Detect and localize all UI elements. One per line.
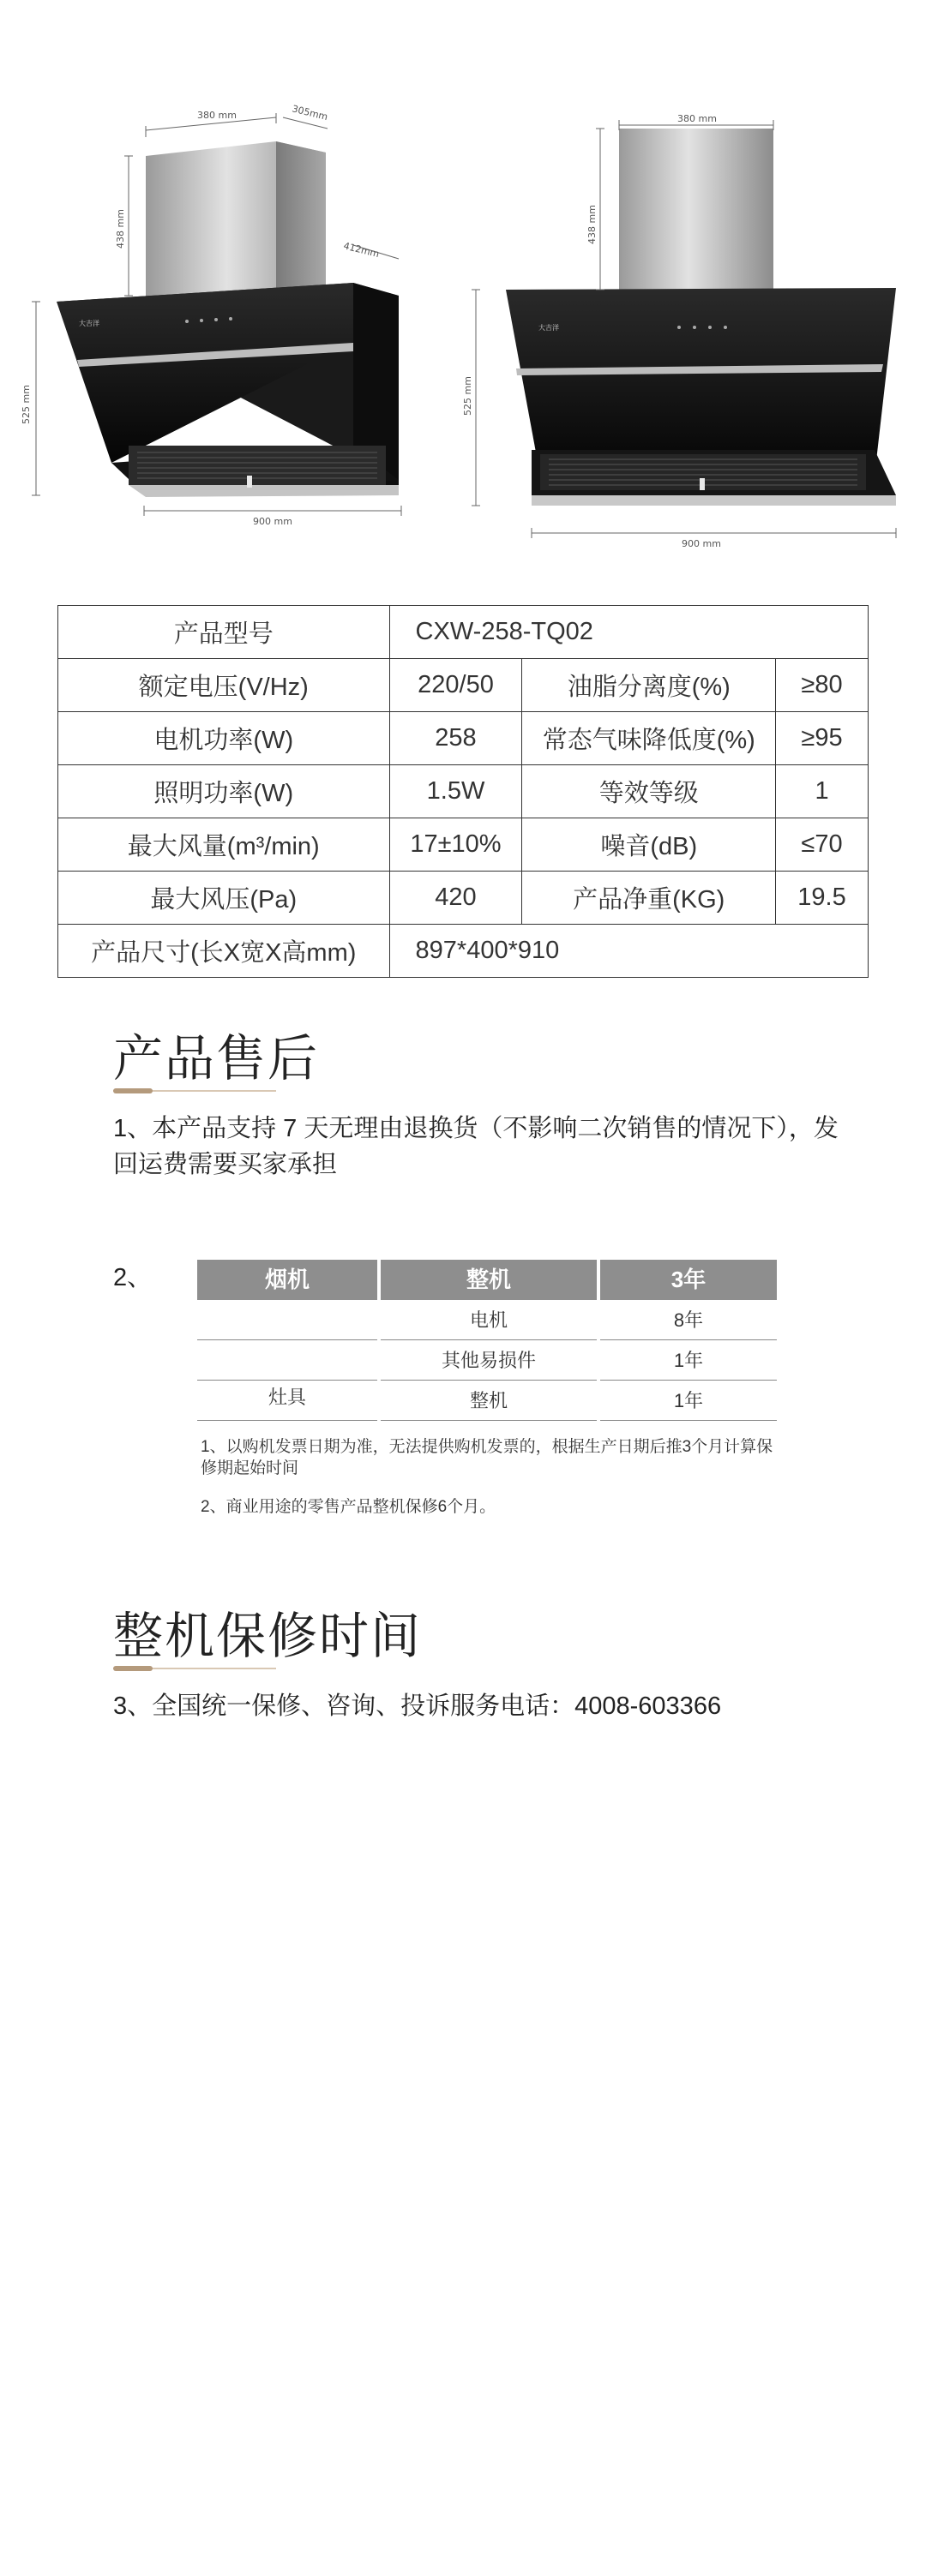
spec-label: 照明功率(W) [58,765,390,818]
spec-row [58,872,869,925]
spec-value: ≤70 [776,818,869,872]
spec-value: 1.5W [389,765,522,818]
left-dim-depth-body: 412mm [342,240,381,261]
right-dim-body-height: 525 mm [462,376,473,416]
warranty-cell: 8年 [673,1309,704,1331]
warranty-table-row [197,1381,777,1421]
spec-value: 19.5 [776,872,869,925]
spec-value: 258 [389,712,522,765]
warranty-header-cell: 整机 [381,1260,597,1300]
spec-row [58,818,869,872]
left-grille [129,446,386,485]
left-dim-chimney-height: 438 mm [115,209,126,249]
spec-row-model [58,606,869,659]
after-sales-title: 产品售后 [113,1031,320,1087]
warranty-cell: 电机 [469,1309,508,1331]
spec-row-size [58,925,869,978]
right-glass-panel [506,288,896,476]
spec-label: 常态气味降低度(%) [522,712,776,765]
warranty-note-1: 1、以购机发票日期为准，无法提供购机发票的，根据生产日期后推3个月计算保修期起始时间 [201,1438,773,1477]
spec-value: 17±10% [389,818,522,872]
spec-table [57,605,869,978]
dimension-drawing [0,0,926,557]
spec-label: 电机功率(W) [58,712,390,765]
product-diagrams [0,0,926,557]
spec-label: 额定电压(V/Hz) [58,659,390,712]
left-dim-width-top: 380 mm [197,110,237,121]
right-hood-diagram [506,129,896,506]
spec-label: 等效等级 [522,765,776,818]
spec-label: 最大风量(m³/min) [58,818,390,872]
warranty-table-row [197,1300,777,1340]
spec-value: 420 [389,872,522,925]
spec-row [58,712,869,765]
warranty-item-3: 3、全国统一保修、咨询、投诉服务电话：4008-603366 [113,1692,722,1720]
title-underline-accent [113,1666,153,1671]
spec-label: 噪音(dB) [522,818,776,872]
left-dim-width-bottom: 900 mm [253,516,292,527]
warranty-cell [197,1340,377,1381]
after-sales-item-1: 1、本产品支持 7 天无理由退换货（不影响二次销售的情况下），发回运费需要买家承担 [113,1115,839,1178]
right-chimney [619,129,773,291]
warranty-cell: 1年 [673,1390,704,1411]
left-dim-depth-top: 305mm [291,103,329,123]
spec-label: 产品尺寸(长X宽X高mm) [58,925,390,978]
warranty-cell: 其他易损件 [441,1350,536,1371]
warranty-table-header [197,1260,777,1300]
right-dim-width-top: 380 mm [677,113,717,124]
warranty-table [197,1260,777,1421]
warranty-note-2: 2、商业用途的零售产品整机保修6个月。 [201,1498,496,1516]
spec-value: ≥80 [776,659,869,712]
after-sales-item-2-number: 2、 [113,1264,153,1291]
right-dim-chimney-height: 438 mm [586,205,598,244]
warranty-table-row [197,1340,777,1381]
spec-row [58,765,869,818]
spec-label: 最大风压(Pa) [58,872,390,925]
left-dim-body-height: 525 mm [21,385,32,424]
spec-value: 1 [776,765,869,818]
warranty-title: 整机保修时间 [113,1609,423,1664]
right-dim-width-bottom: 900 mm [682,538,721,549]
spec-value: 220/50 [389,659,522,712]
spec-value: ≥95 [776,712,869,765]
warranty-cell: 1年 [673,1350,704,1371]
spec-label: 产品型号 [58,606,390,659]
spec-size-value: 897*400*910 [389,925,868,978]
warranty-cell [197,1300,377,1340]
left-brand-logo: 大吉洋 [79,320,99,327]
left-hood-diagram [57,141,399,497]
spec-label: 油脂分离度(%) [522,659,776,712]
title-underline-accent [113,1088,153,1093]
warranty-header-cell: 烟机 [197,1260,377,1300]
spec-label: 产品净重(KG) [522,872,776,925]
warranty-header-cell: 3年 [600,1260,777,1300]
spec-model-value: CXW-258-TQ02 [389,606,868,659]
warranty-cell: 灶具 [268,1387,306,1408]
warranty-cell: 整机 [469,1390,508,1411]
right-brand-logo: 大吉洋 [538,324,559,332]
spec-row [58,659,869,712]
